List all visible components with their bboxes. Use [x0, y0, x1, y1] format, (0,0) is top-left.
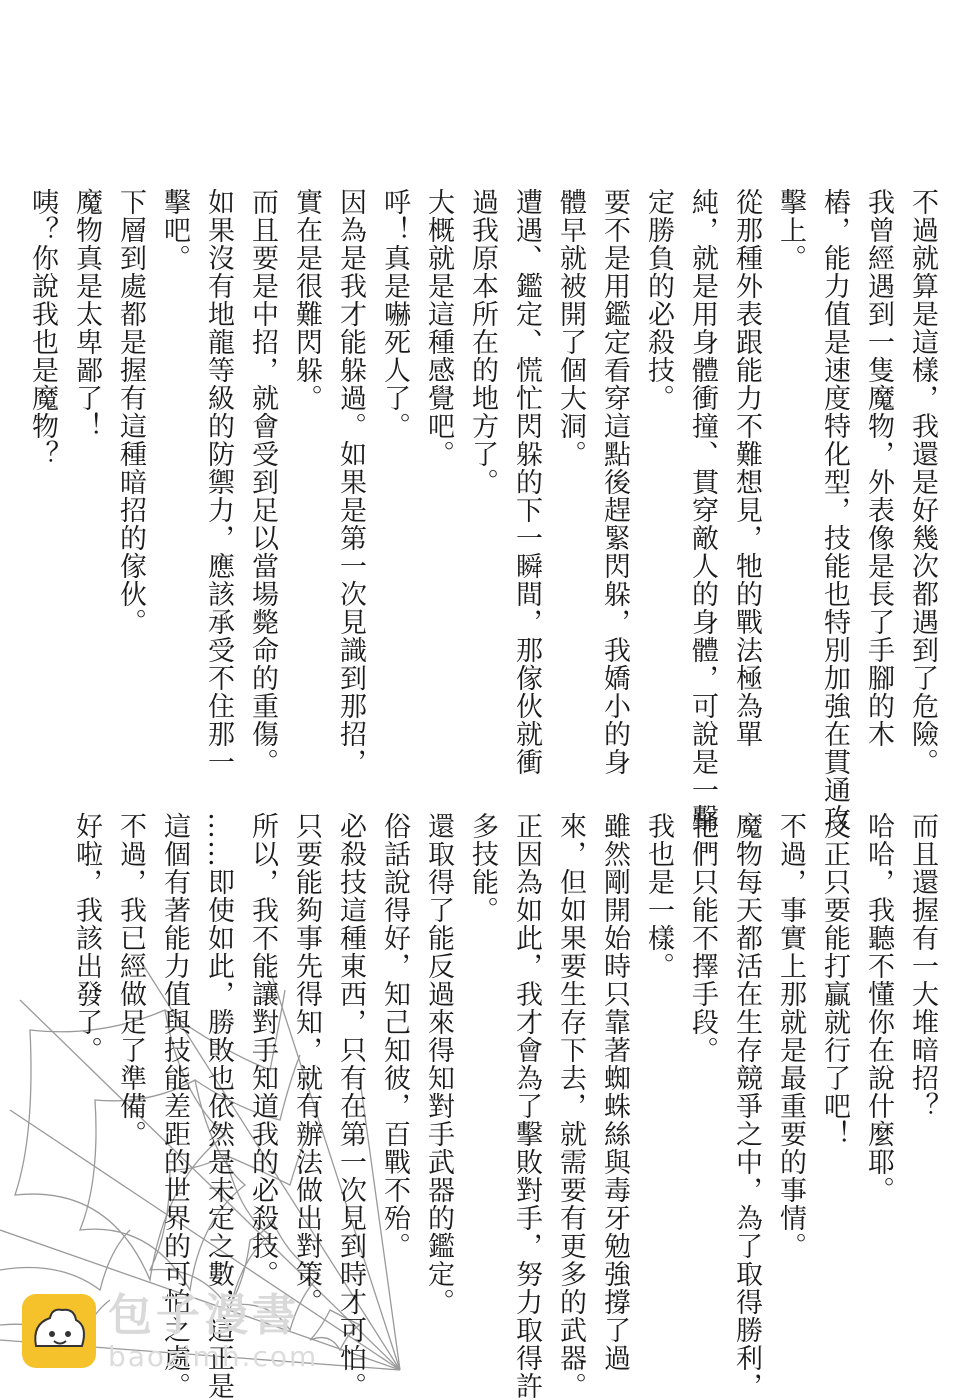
text-line: 多技能。 [467, 812, 498, 924]
text-line: 我曾經遇到一隻魔物，外表像是長了手腳的木 [863, 188, 894, 748]
text-line: ……即使如此，勝敗也依然是未定之數，這正是 [203, 812, 234, 1400]
text-line: 如果沒有地龍等級的防禦力，應該承受不住那一 [203, 188, 234, 776]
text-line: 不過就算是這樣，我還是好幾次都遇到了危險。 [907, 188, 938, 776]
text-line: 反正只要能打贏就行了吧！ [819, 812, 850, 1148]
text-line: 正因為如此，我才會為了擊敗對手，努力取得許 [511, 812, 542, 1400]
text-line: 咦？你說我也是魔物？ [27, 188, 58, 468]
watermark [22, 1290, 318, 1372]
text-line: 因為是我才能躲過。如果是第一次見識到那招， [335, 188, 366, 776]
text-line: 樁，能力值是速度特化型，技能也特別加強在貫通攻 [819, 188, 850, 832]
text-line: 而且還握有一大堆暗招？ [907, 812, 938, 1120]
text-line: 哈哈，我聽不懂你在說什麼耶。 [863, 812, 894, 1204]
text-line: 魔物真是太卑鄙了！ [71, 188, 102, 440]
text-line: 體早就被開了個大洞。 [555, 188, 586, 468]
text-block-upper [20, 188, 944, 832]
text-line: 下層到處都是握有這種暗招的傢伙。 [115, 188, 146, 636]
text-line: 定勝負的必殺技。 [643, 188, 674, 412]
text-line: 我也是一樣。 [643, 812, 674, 980]
text-line: 從那種外表跟能力不難想見，牠的戰法極為單 [731, 188, 762, 748]
text-line: 大概就是這種感覺吧。 [423, 188, 454, 468]
text-line: 來，但如果要生存下去，就需要有更多的武器。 [555, 812, 586, 1400]
text-line: 擊吧。 [159, 188, 190, 272]
text-line: 要不是用鑑定看穿這點後趕緊閃躲，我嬌小的身 [599, 188, 630, 776]
text-line: 還取得了能反過來得知對手武器的鑑定。 [423, 812, 454, 1316]
watermark-text [108, 1290, 318, 1372]
text-line: 實在是很難閃躲。 [291, 188, 322, 412]
text-line: 呼！真是嚇死人了。 [379, 188, 410, 440]
text-line: 俗話說得好，知己知彼，百戰不殆。 [379, 812, 410, 1260]
text-line: 必殺技這種東西，只有在第一次見到時才可怕。 [335, 812, 366, 1400]
text-line: 遭遇、鑑定、慌忙閃躲的下一瞬間，那傢伙就衝 [511, 188, 542, 776]
watermark-title: 包子漫書 [108, 1290, 300, 1341]
text-line: 好啦，我該出發了。 [71, 812, 102, 1064]
text-line: 不過，事實上那就是最重要的事情。 [775, 812, 806, 1260]
text-line: 過我原本所在的地方了。 [467, 188, 498, 496]
watermark-url: baozimh.com [108, 1340, 319, 1373]
text-line: 純，就是用身體衝撞、貫穿敵人的身體，可說是一擊 [687, 188, 718, 832]
text-line: 只要能夠事先得知，就有辦法做出對策。 [291, 812, 322, 1316]
text-line: 這個有著能力值與技能差距的世界的可怕之處。 [159, 812, 190, 1400]
text-line: 雖然剛開始時只靠著蜘蛛絲與毒牙勉強撐了過 [599, 812, 630, 1372]
text-line: 所以，我不能讓對手知道我的必殺技。 [247, 812, 278, 1288]
bun-logo-icon [22, 1294, 96, 1368]
text-line: 不過，我已經做足了準備。 [115, 812, 146, 1148]
text-line: 牠們只能不擇手段。 [687, 812, 718, 1064]
text-line: 而且要是中招，就會受到足以當場斃命的重傷。 [247, 188, 278, 776]
text-line: 魔物每天都活在生存競爭之中，為了取得勝利， [731, 812, 762, 1400]
text-line: 擊上。 [775, 188, 806, 272]
